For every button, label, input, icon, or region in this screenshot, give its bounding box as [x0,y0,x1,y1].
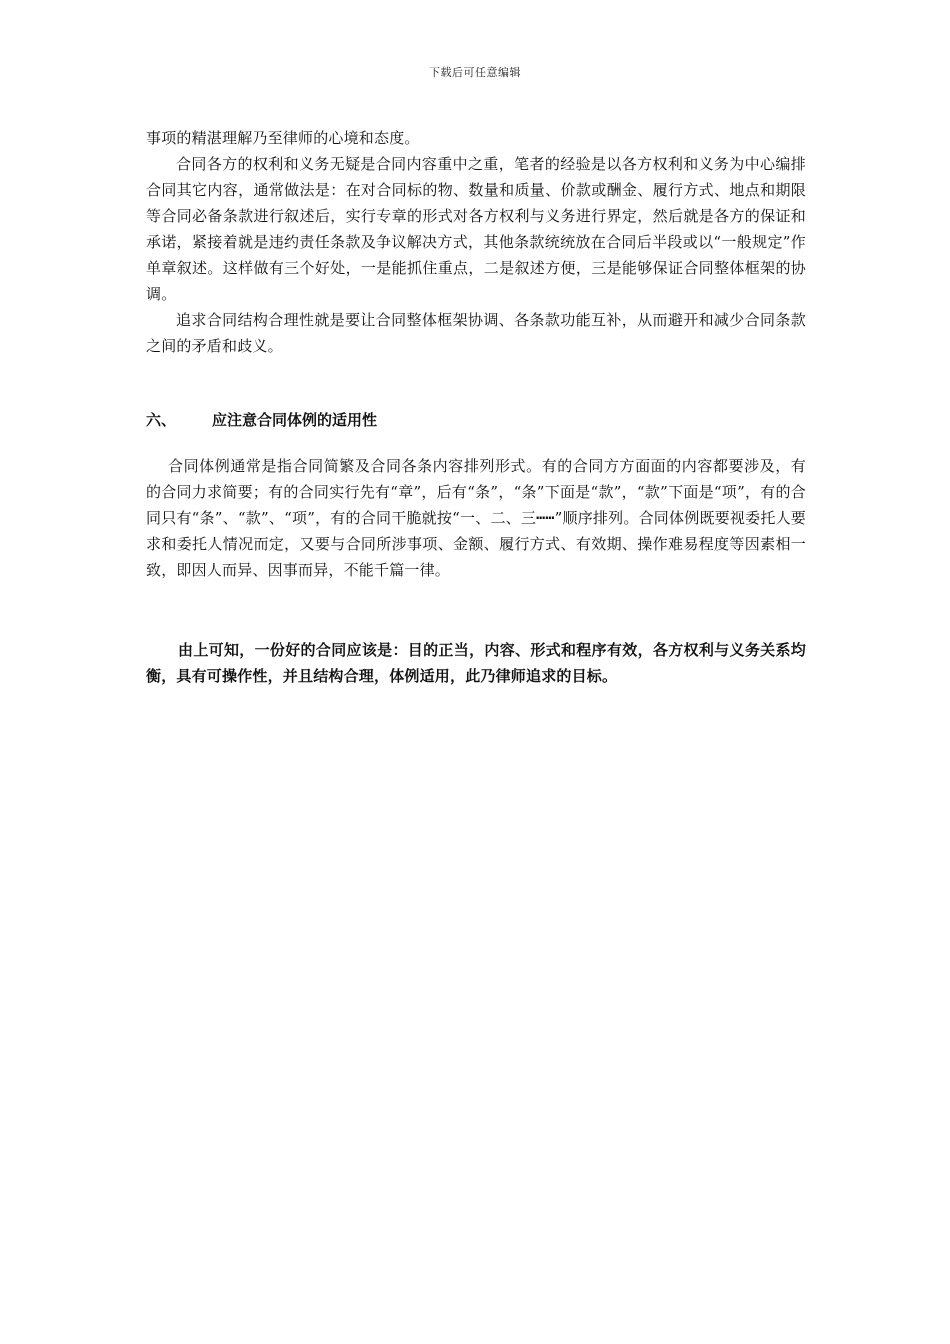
paragraph-rights-obligations: 合同各方的权利和义务无疑是合同内容重中之重，笔者的经验是以各方权利和义务为中心编排合同其它内容，通常做法是：在对合同标的物、数量和质量、价款或酬金、履行方式、地点和期限等合同必备条款进行叙述后，实行专章的形式对各方权利与义务进行界定，然后就是各方的保证和承诺，紧接着就是违约责任条款及争议解决方式，其他条款统统放在合同后半段或以“一般规定”作单章叙述。这样做有三个好处，一是能抓住重点，二是叙述方便，三是能够保证合同整体框架的协调。 [146,155,806,303]
page-header: 下载后可任意编辑 [429,66,521,79]
document-body [146,125,806,689]
section-title: 应注意合同体例的适用性 [212,411,378,429]
section-heading [146,407,806,433]
conclusion-paragraph: 由上可知，一份好的合同应该是：目的正当，内容、形式和程序有效，各方权利与义务关系均衡，具有可操作性，并且结构合理，体例适用，此乃律师追求的目标。 [146,641,806,685]
section-number: 六、 [146,411,177,429]
paragraph-structure: 追求合同结构合理性就是要让合同整体框架协调、各条款功能互补，从而避开和减少合同条款之间的矛盾和歧义。 [146,311,806,355]
section-paragraph: 合同体例通常是指合同简繁及合同各条内容排列形式。有的合同方方面面的内容都要涉及，有的合同力求简要；有的合同实行先有“章”，后有“条”，“条”下面是“款”，“款”下面是“项”，有的合同只有“条”、“款”、“项”，有的合同干脆就按“一、二、三┅┅”顺序排列。合同体例既要视委托人要求和委托人情况而定，又要与合同所涉事项、金额、履行方式、有效期、操作难易程度等因素相一致，即因人而异、因事而异，不能千篇一律。 [146,457,806,579]
paragraph-continuation: 事项的精湛理解乃至律师的心境和态度。 [146,129,420,147]
